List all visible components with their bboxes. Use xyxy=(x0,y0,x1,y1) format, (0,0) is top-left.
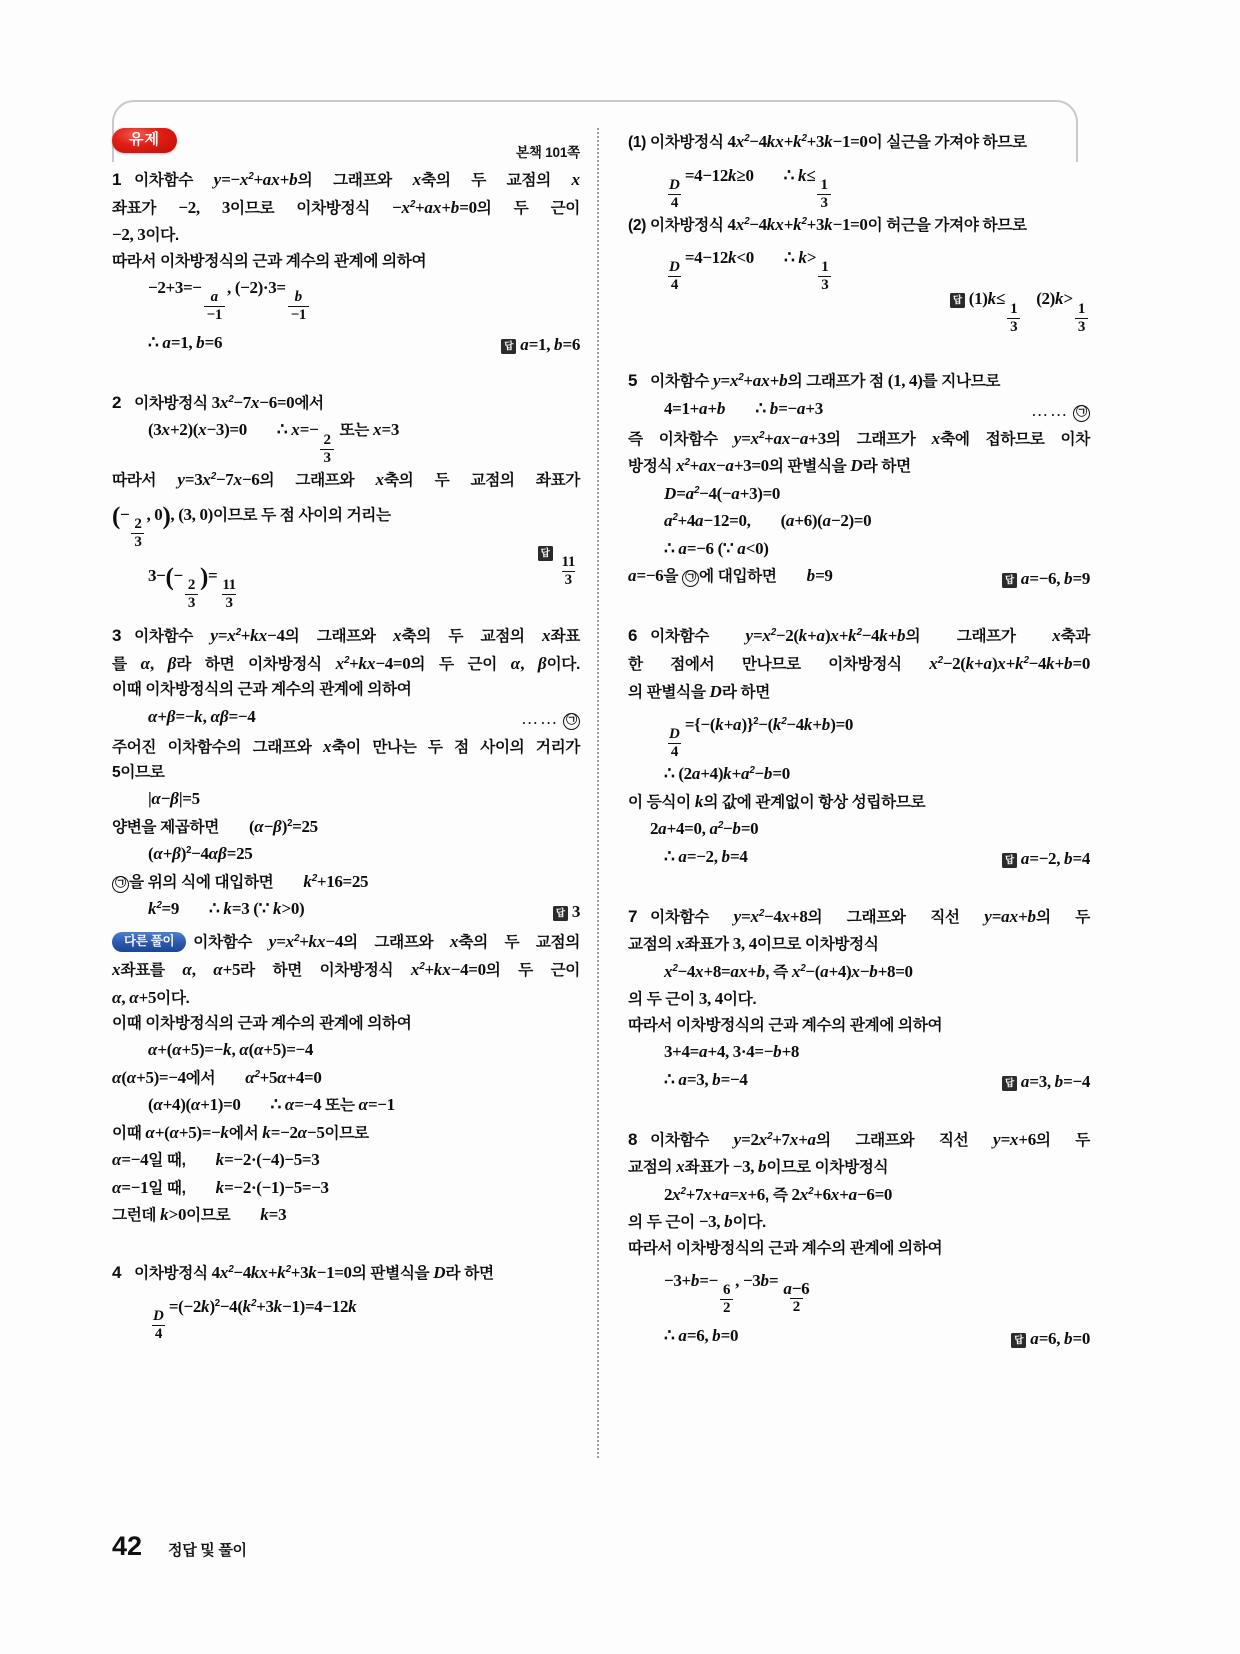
equation-label-1: …… ㉠ xyxy=(521,705,580,733)
problem-3-line-6: 양변을 제곱하면 $(\alpha-\beta)^2=25$ xyxy=(112,816,318,836)
problem-5-equation-1: 4=1+a+b ∴ b=−a+3 …… ㉠ xyxy=(628,395,1090,425)
column-divider xyxy=(597,128,599,1458)
alt-solution-line-4: 이때 이차방정식의 근과 계수의 관계에 의하여 xyxy=(112,1015,412,1033)
problem-6-equation-1: $\frac{D}{4}$ $=\{-(k+a)\}^2-(k^2-4k+b)=0$ xyxy=(669,715,854,761)
problem-7-equation-2: 3+4=a+4, 3·4=−b+8 xyxy=(664,1042,800,1062)
problem-6-line-2: 한 점에서 만나므로 이차방정식 $x^2-2(k+a)x+k^2-4k+b=0$ xyxy=(628,654,1090,673)
problem-8-equation-3: ∴ a=6, b=0 답 a=6, b=0 xyxy=(628,1322,1090,1352)
alt-solution-line-3: α, α+5이다. xyxy=(112,987,190,1007)
alt-solution-line-1: 다른 풀이 이차함수 $y=x^2+kx-4$의 그래프와 x축의 두 교점의 xyxy=(112,928,580,956)
alt-solution-badge: 다른 풀이 xyxy=(112,932,186,951)
problem-8-equation-2: −3+b=− $\frac{6}{2}$ , −3b= $\frac{a-6}{2}$ xyxy=(664,1271,810,1317)
problem-number: 3 xyxy=(112,626,122,646)
problem-1-equation-1: −2+3=− $\frac{a}{-1}$ , (−2)·3= $\frac{b}{-1}$ xyxy=(112,274,580,323)
problem-4-continued xyxy=(628,128,1090,337)
problem-6 xyxy=(628,622,1090,872)
problem-3-equation-4: $k^2=9$ ∴ k=3 (∵ k>0) 답 3 xyxy=(112,895,580,925)
answer-7: 답 a=3, b=−4 xyxy=(1002,1068,1090,1096)
problem-number: 2 xyxy=(112,392,122,412)
problem-4-equation-1: $\frac{D}{4}$ $=(-2k)^2-4(k^2+3k-1)=4-12k$ xyxy=(153,1296,357,1342)
problem-2 xyxy=(112,389,580,612)
problem-7 xyxy=(628,903,1090,1096)
answer-icon: 답 xyxy=(1011,1333,1026,1348)
problem-3-equation-2: |α−β|=5 xyxy=(148,789,200,809)
problem-7-equation-1: $x^2-4x+8=ax+b$, 즉 $x^2-(a+4)x-b+8=0$ xyxy=(664,961,913,981)
problem-3-line-3: 이때 이차방정식의 근과 계수의 관계에 의하여 xyxy=(112,681,412,699)
section-badge: 유제 xyxy=(112,128,177,153)
problem-1-line-4: 따라서 이차방정식의 근과 계수의 관계에 의하여 xyxy=(112,252,427,270)
alt-solution-case-2: α=−1일 때, k=−2·(−1)−5=−3 xyxy=(112,1177,329,1197)
problem-1-equation-2: ∴ a=1, b=6 답 a=1, b=6 xyxy=(112,329,580,359)
problem-2-line-1: 2 이차방정식 $3x^2-7x-6=0$에서 xyxy=(112,392,324,412)
answer-icon: 답 xyxy=(1002,573,1017,588)
problem-4-case-2: (2) 이차방정식 $4x^2-4kx+k^2+3k-1=0$이 허근을 가져야 하므로 xyxy=(628,214,1027,234)
problem-6-equation-4: ∴ a=−2, b=4 답 a=−2, b=4 xyxy=(628,843,1090,873)
answer-icon: 답 xyxy=(553,906,568,921)
problem-number: 5 xyxy=(628,371,638,391)
answer-icon: 답 xyxy=(1002,1076,1017,1091)
problem-3 xyxy=(112,622,580,1229)
left-column xyxy=(112,128,580,1350)
answer-4: 답 (1)k≤ $\frac{1}{3}$ (2)k> $\frac{1}{3}$ xyxy=(950,285,1090,335)
problem-4-equation-3: $\frac{D}{4}$ =4−12k<0 ∴ k> $\frac{1}{3}$ xyxy=(628,238,1090,293)
problem-3-line-4: 주어진 이차함수의 그래프와 x축이 만나는 두 점 사이의 거리가 xyxy=(112,736,580,756)
alt-solution-line-5: 이때 α+(α+5)=−k에서 k=−2α−5이므로 xyxy=(112,1122,369,1142)
alt-solution-line-6: 그런데 k>0이므로 k=3 xyxy=(112,1205,287,1225)
problem-8-line-2: 교점의 x좌표가 −3, b이므로 이차방정식 xyxy=(628,1157,889,1177)
problem-6-equation-3: 2a+4=0, $a^2-b=0$ xyxy=(650,819,759,839)
problem-number: 6 xyxy=(628,626,638,646)
problem-5-line-3: 방정식 $x^2+ax-a+3=0$의 판별식을 D라 하면 xyxy=(628,456,911,476)
page-number: 42 xyxy=(112,1531,143,1561)
problem-4-equation-2: $\frac{D}{4}$ =4−12k≥0 ∴ k≤ $\frac{1}{3}$ xyxy=(628,156,1090,211)
problem-4-line-1: 4 이차방정식 $4x^2-4kx+k^2+3k-1=0$의 판별식을 D라 하면 xyxy=(112,1263,494,1283)
problem-6-line-1: 6 이차함수 $y=x^2-2(k+a)x+k^2-4k+b$의 그래프가 x축과 xyxy=(628,626,1090,646)
problem-number: 4 xyxy=(112,1263,122,1283)
problem-3-line-5: 5이므로 xyxy=(112,764,165,782)
page-footer xyxy=(112,1531,247,1562)
answer-1: 답 a=1, b=6 xyxy=(501,331,580,359)
answer-icon: 답 xyxy=(501,339,516,354)
problem-3-line-2: 를 α, β라 하면 이차방정식 $x^2+kx-4=0$의 두 근이 α, β이다. xyxy=(112,653,580,673)
problem-5-equation-4: ∴ a=−6 (∵ a<0) xyxy=(664,538,769,558)
alt-solution-equation-3: (α+4)(α+1)=0 ∴ α=−4 또는 α=−1 xyxy=(148,1095,395,1115)
problem-6-line-4: 이 등식이 k의 값에 관계없이 항상 성립하므로 xyxy=(628,791,926,811)
equation-label-1: …… ㉠ xyxy=(1031,397,1090,425)
problem-2-line-3: (− $\frac{2}{3}$ , 0), (3, 0)이므로 두 점 사이의 거리는 xyxy=(112,503,391,551)
problem-7-equation-3: ∴ a=3, b=−4 답 a=3, b=−4 xyxy=(628,1066,1090,1096)
problem-number: 7 xyxy=(628,906,638,926)
problem-2-equation-2: 3−(− $\frac{2}{3}$ )= $\frac{11}{3}$ 답 $\frac{11}{3}$ xyxy=(112,550,580,592)
problem-8-line-4: 따라서 이차방정식의 근과 계수의 관계에 의하여 xyxy=(628,1239,943,1257)
problem-5-equation-2: $D=a^2-4(-a+3)=0$ xyxy=(664,483,781,503)
alt-solution-case-1: α=−4일 때, k=−2·(−4)−5=3 xyxy=(112,1150,320,1170)
problem-7-line-1: 7 이차함수 $y=x^2-4x+8$의 그래프와 직선 y=ax+b의 두 xyxy=(628,906,1090,926)
problem-8-equation-1: $2x^2+7x+a=x+6$, 즉 $2x^2+6x+a-6=0$ xyxy=(664,1184,893,1204)
problem-1-line-1: 1 이차함수 $y=-x^2+ax+b$의 그래프와 x축의 두 교점의 x xyxy=(112,170,580,189)
problem-2-equation-1: (3x+2)(x−3)=0 ∴ x=− $\frac{2}{3}$ 또는 x=3 xyxy=(148,420,399,466)
problem-1-line-2: 좌표가 −2, 3이므로 이차방정식 $-x^2+ax+b=0$의 두 근이 xyxy=(112,197,581,217)
problem-1 xyxy=(112,166,580,359)
problem-6-line-3: 의 판별식을 D라 하면 xyxy=(628,681,770,701)
answer-icon: 답 xyxy=(538,546,553,561)
alt-solution-equation-1: α+(α+5)=−k, α(α+5)=−4 xyxy=(148,1040,314,1060)
section-header xyxy=(112,128,580,162)
problem-5-equation-3: $a^2+4a-12=0$, (a+6)(a−2)=0 xyxy=(664,511,872,531)
problem-4-answer-row xyxy=(628,289,1090,337)
alt-solution-line-2: x좌표를 α, α+5라 하면 이차방정식 $x^2+kx-4=0$의 두 근이 xyxy=(112,959,581,979)
problem-1-line-3: −2, 3이다. xyxy=(112,225,179,245)
problem-3-line-1: 3 이차함수 $y=x^2+kx-4$의 그래프와 x축의 두 교점의 x좌표 xyxy=(112,626,580,646)
problem-7-line-3: 의 두 근이 3, 4이다. xyxy=(628,989,757,1009)
problem-2-line-2: 따라서 $y=3x^2-7x-6$의 그래프와 x축의 두 교점의 좌표가 xyxy=(112,469,580,489)
problem-8-line-3: 의 두 근이 −3, b이다. xyxy=(628,1212,767,1232)
problem-4-case-1: (1) 이차방정식 $4x^2-4kx+k^2+3k-1=0$이 실근을 가져야 하므로 xyxy=(628,132,1027,151)
problem-5-line-2: 즉 이차함수 $y=x^2+ax-a+3$의 그래프가 x축에 접하므로 이차 xyxy=(628,428,1090,448)
problem-3-line-7: ㉠ 을 위의 식에 대입하면 $k^2+16=25$ xyxy=(112,868,580,896)
problem-3-equation-1: α+β=−k, αβ=−4 …… ㉠ xyxy=(112,703,580,733)
problem-4 xyxy=(112,1259,580,1342)
problem-8-line-1: 8 이차함수 $y=2x^2+7x+a$의 그래프와 직선 y=x+6의 두 xyxy=(628,1129,1090,1149)
problem-7-line-2: 교점의 x좌표가 3, 4이므로 이차방정식 xyxy=(628,934,879,954)
right-column xyxy=(628,128,1090,1360)
problem-number: 1 xyxy=(112,170,122,189)
problem-8 xyxy=(628,1126,1090,1352)
answer-5: 답 a=−6, b=9 xyxy=(1002,565,1090,593)
problem-number: 8 xyxy=(628,1129,638,1149)
footer-label: 정답 및 풀이 xyxy=(168,1542,247,1559)
answer-icon: 답 xyxy=(950,293,965,308)
answer-6: 답 a=−2, b=4 xyxy=(1002,845,1090,873)
source-reference: 본책 101쪽 xyxy=(516,144,580,160)
problem-5-equation-5: a=−6을 ㉠ 에 대입하면 b=9 답 a=−6, b=9 xyxy=(628,562,1090,592)
problem-3-equation-3: $(\alpha+\beta)^2-4\alpha\beta=25$ xyxy=(148,844,253,864)
problem-5 xyxy=(628,367,1090,592)
problem-5-line-1: 5 이차함수 $y=x^2+ax+b$의 그래프가 점 (1, 4)를 지나므로 xyxy=(628,371,1001,391)
answer-3: 답 3 xyxy=(553,898,580,926)
problem-6-equation-2: ∴ $(2a+4)k+a^2-b=0$ xyxy=(664,764,790,784)
answer-8: 답 a=6, b=0 xyxy=(1011,1325,1090,1353)
alt-solution-equation-2: α(α+5)=−4에서 $\alpha^2+5\alpha+4=0$ xyxy=(112,1067,322,1087)
problem-7-line-4: 따라서 이차방정식의 근과 계수의 관계에 의하여 xyxy=(628,1016,943,1034)
answer-2: 답 $\frac{11}{3}$ xyxy=(538,533,580,588)
answer-icon: 답 xyxy=(1002,853,1017,868)
